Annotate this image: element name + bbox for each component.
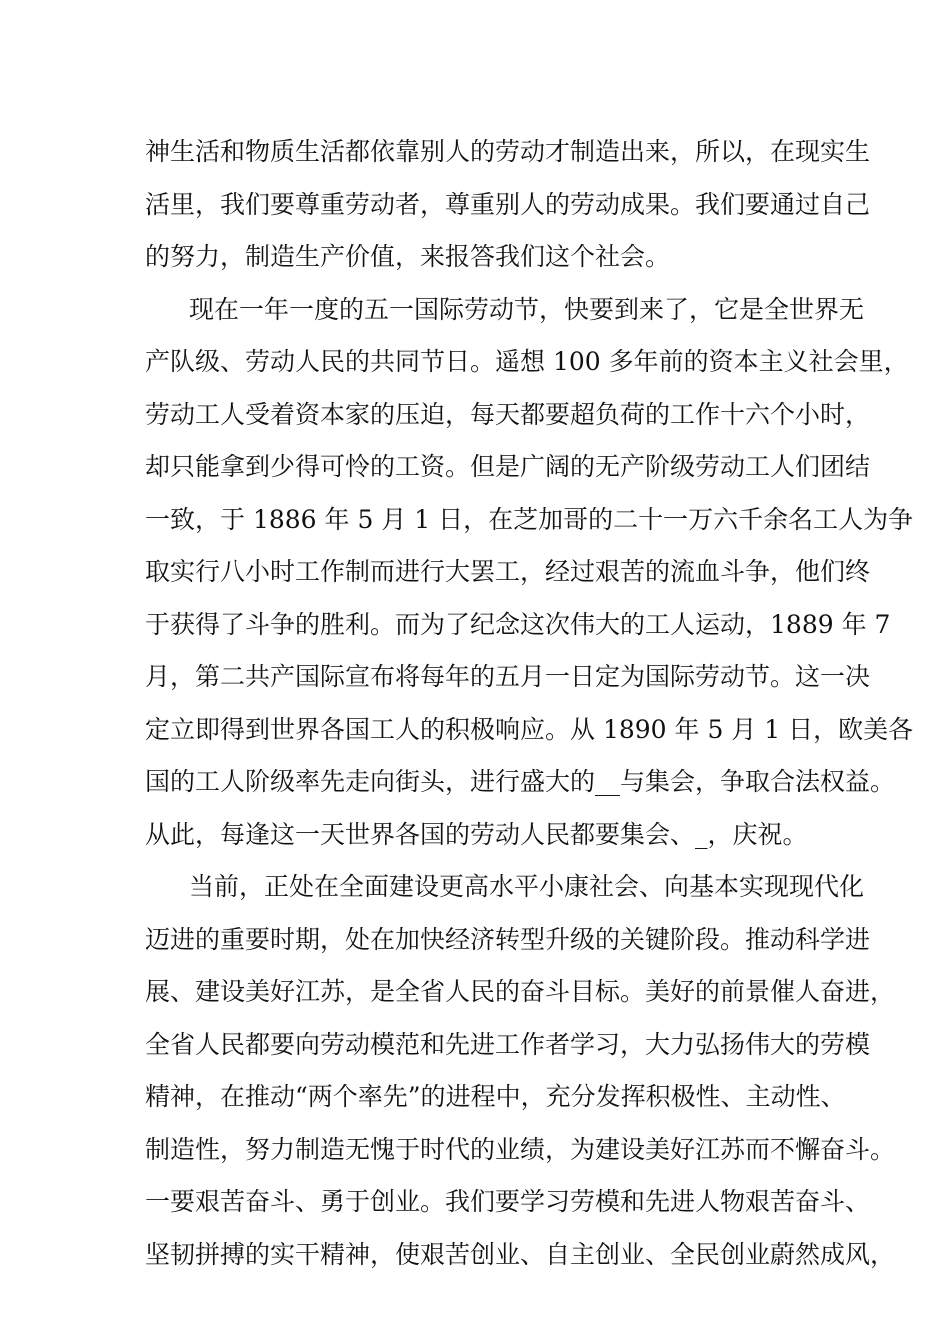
- text-line: 从此，每逢这一天世界各国的劳动人民都要集会、_，庆祝。: [145, 819, 808, 849]
- text-line: 一要艰苦奋斗、勇于创业。我们要学习劳模和先进人物艰苦奋斗、: [145, 1187, 871, 1216]
- paragraph-first-line: 现在一年一度的五一国际劳动节，快要到来了，它是全世界无: [189, 294, 865, 324]
- text-line: 产队级、劳动人民的共同节日。遥想 100 多年前的资本主义社会里，: [145, 347, 909, 376]
- text-line: 神生活和物质生活都依靠别人的劳动才制造出来，所以，在现实生: [145, 137, 871, 166]
- text-line: 于获得了斗争的胜利。而为了纪念这次伟大的工人运动，1889 年 7: [145, 609, 891, 639]
- body-text: [145, 130, 914, 1285]
- text-line: 坚韧拼搏的实干精神，使艰苦创业、自主创业、全民创业蔚然成风，: [145, 1239, 896, 1269]
- text-line: 全省人民都要向劳动模范和先进工作者学习，大力弘扬伟大的劳模: [145, 1029, 871, 1059]
- text-line: 的努力，制造生产价值，来报答我们这个社会。: [145, 242, 671, 271]
- text-line: 月，第二共产国际宣布将每年的五月一日定为国际劳动节。这一决: [145, 662, 871, 691]
- text-line: 定立即得到世界各国工人的积极响应。从 1890 年 5 月 1 日，欧美各: [145, 714, 914, 744]
- paragraph-first-line: 当前，正处在全面建设更高水平小康社会、向基本实现现代化: [189, 872, 865, 901]
- text-line: 一致，于 1886 年 5 月 1 日，在芝加哥的二十一万六千余名工人为争: [145, 504, 914, 534]
- text-line: 国的工人阶级率先走向街头，进行盛大的__与集会，争取合法权益。: [145, 767, 896, 796]
- text-line: 劳动工人受着资本家的压迫，每天都要超负荷的工作十六个小时，: [145, 399, 871, 429]
- text-line: 精神，在推动“两个率先”的进程中，充分发挥积极性、主动性、: [145, 1082, 846, 1111]
- text-line: 取实行八小时工作制而进行大罢工，经过艰苦的流血斗争，他们终: [145, 557, 871, 586]
- text-line: 迈进的重要时期，处在加快经济转型升级的关键阶段。推动科学进: [145, 924, 871, 954]
- text-line: 活里，我们要尊重劳动者，尊重别人的劳动成果。我们要通过自己: [145, 189, 871, 219]
- text-line: 却只能拿到少得可怜的工资。但是广阔的无产阶级劳动工人们团结: [145, 452, 871, 481]
- text-line: 展、建设美好江苏，是全省人民的奋斗目标。美好的前景催人奋进，: [145, 977, 896, 1006]
- text-line: 制造性，努力制造无愧于时代的业绩，为建设美好江苏而不懈奋斗。: [145, 1134, 896, 1164]
